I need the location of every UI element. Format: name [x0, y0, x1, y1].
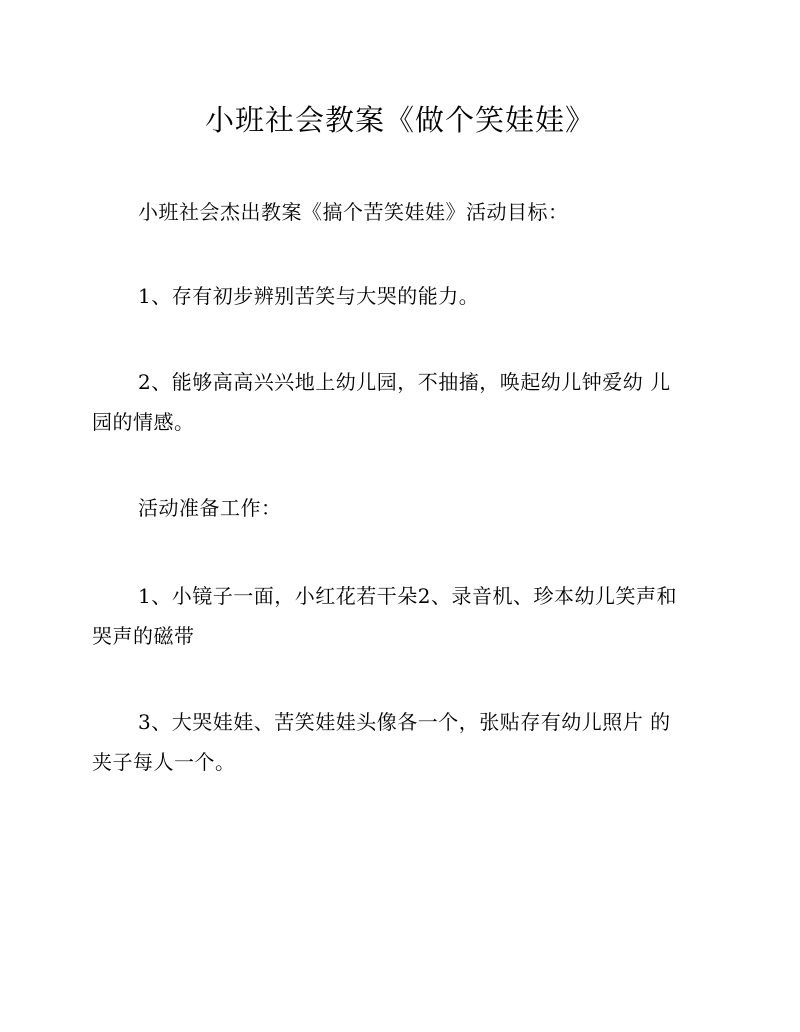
- paragraph-prep-heading: [92, 488, 712, 528]
- paragraph-line: 2、能够高高兴兴地上幼儿园，不抽搐，唤起幼儿钟爱幼 儿: [138, 370, 671, 394]
- paragraph-line: 夹子每人一个。: [92, 750, 236, 774]
- paragraph-goal-2: [92, 362, 712, 442]
- paragraph-intro: [92, 192, 712, 232]
- document-title: 小班社会教案《做个笑娃娃》: [204, 103, 595, 137]
- paragraph-goal-1: [92, 276, 712, 316]
- paragraph-line: 哭声的磁带: [92, 624, 195, 648]
- paragraph-line: 小班社会杰出教案《搞个苦笑娃娃》活动目标：: [138, 200, 569, 224]
- paragraph-prep-1: [92, 576, 712, 656]
- paragraph-line: 3、大哭娃娃、苦笑娃娃头像各一个，张贴存有幼儿照片 的: [138, 710, 671, 734]
- paragraph-line: 园的情感。: [92, 410, 195, 434]
- paragraph-prep-3: [92, 702, 712, 782]
- paragraph-line: 1、存有初步辨别苦笑与大哭的能力。: [138, 284, 480, 308]
- paragraph-line: 1、小镜子一面，小红花若干朵2、录音机、珍本幼儿笑声和: [138, 584, 677, 608]
- paragraph-line: 活动准备工作：: [138, 496, 282, 520]
